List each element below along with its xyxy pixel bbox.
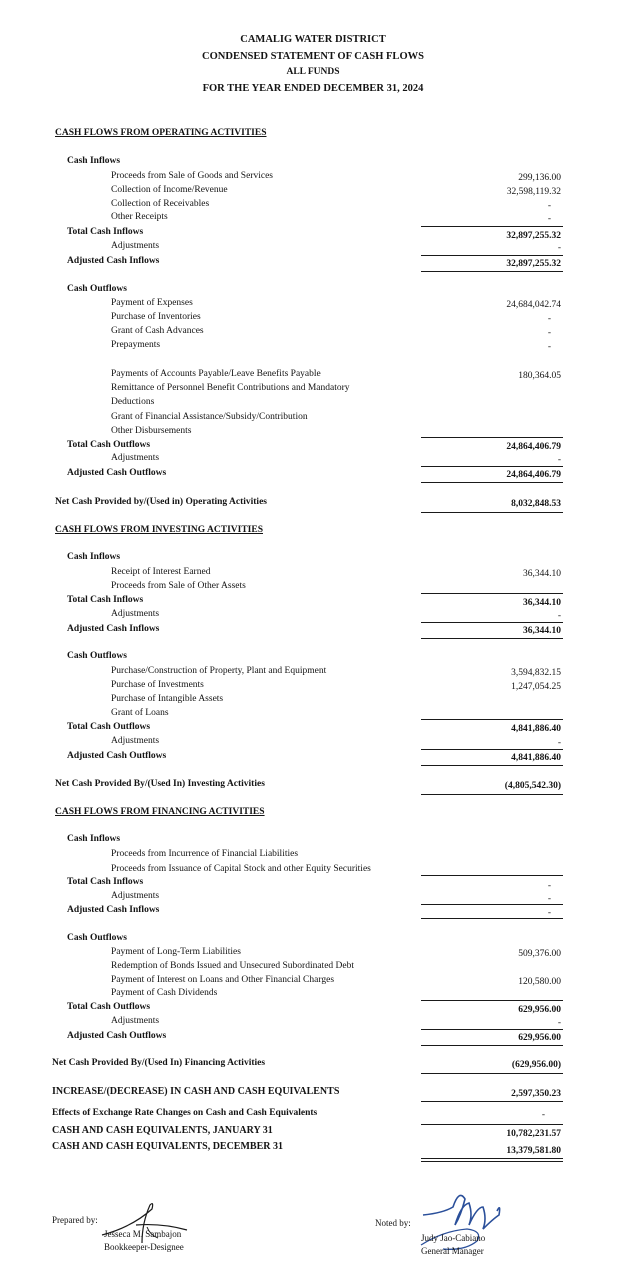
investing-heading: CASH FLOWS FROM INVESTING ACTIVITIES	[55, 525, 263, 535]
rule	[421, 638, 563, 639]
rule	[421, 1124, 563, 1125]
financing-inflow-adjustments-value: -	[547, 894, 551, 904]
collection-receivables-label: Collection of Receivables	[111, 199, 210, 209]
investing-outflow-adjustments-value: -	[557, 738, 561, 748]
investing-total-inflows-label: Total Cash Inflows	[67, 595, 144, 605]
increase-value: 2,597,350.23	[511, 1089, 561, 1099]
payments-ap-label: Payments of Accounts Payable/Leave Benefits Payable	[111, 369, 321, 379]
fx-effects-value: -	[541, 1110, 545, 1120]
rule	[421, 1101, 563, 1102]
proceeds-liabilities-label: Proceeds from Incurrence of Financial Liabilities	[111, 849, 299, 859]
fx-effects-label: Effects of Exchange Rate Changes on Cash and Cash Equivalents	[52, 1108, 318, 1118]
rule	[421, 749, 563, 750]
cash-january-label: CASH AND CASH EQUIVALENTS, JANUARY 31	[52, 1125, 273, 1136]
deductions-label: Deductions	[111, 397, 155, 407]
proceeds-other-assets-label: Proceeds from Sale of Other Assets	[111, 581, 246, 591]
purchase-investments-label: Purchase of Investments	[111, 680, 204, 690]
financing-net-label: Net Cash Provided By/(Used In) Financing Activities	[52, 1058, 266, 1068]
rule	[421, 904, 563, 905]
operating-net-label: Net Cash Provided by/(Used in) Operating Activities	[55, 497, 267, 507]
other-receipts-label: Other Receipts	[111, 212, 168, 222]
rule	[421, 593, 563, 594]
prepayments-label: Prepayments	[111, 340, 161, 350]
collection-income-value: 32,598,119.32	[506, 187, 561, 197]
period-label: FOR THE YEAR ENDED DECEMBER 31, 2024	[202, 83, 424, 94]
double-rule	[421, 1158, 563, 1162]
funds-label: ALL FUNDS	[286, 67, 340, 77]
noted-by-label: Noted by:	[375, 1218, 411, 1228]
noted-name: Judy Jao-Cabiano	[421, 1233, 486, 1243]
investing-inflows-label: Cash Inflows	[67, 552, 121, 562]
financing-adjusted-inflows-value: -	[547, 908, 551, 918]
financing-outflow-adjustments-value: -	[557, 1018, 561, 1028]
rule	[421, 794, 563, 795]
org-name: CAMALIG WATER DISTRICT	[240, 34, 386, 45]
statement-title: CONDENSED STATEMENT OF CASH FLOWS	[202, 51, 424, 62]
remittance-label: Remittance of Personnel Benefit Contributions and Mandatory	[111, 383, 350, 393]
investing-inflow-adjustments-value: -	[557, 611, 561, 621]
rule	[421, 918, 563, 919]
rule	[421, 1029, 563, 1030]
inflow-adjustments-value: -	[557, 243, 561, 253]
interest-earned-label: Receipt of Interest Earned	[111, 567, 211, 577]
grant-loans-label: Grant of Loans	[111, 708, 169, 718]
interest-loans-value: 120,580.00	[518, 977, 561, 987]
investing-total-inflows-value: 36,344.10	[523, 598, 561, 608]
rule	[421, 466, 563, 467]
total-outflows-value: 24,864,406.79	[506, 442, 561, 452]
other-disbursements-label: Other Disbursements	[111, 426, 192, 436]
financing-total-outflows-value: 629,956.00	[518, 1005, 561, 1015]
prepayments-value: -	[547, 342, 551, 352]
financing-heading: CASH FLOWS FROM FINANCING ACTIVITIES	[55, 807, 265, 817]
outflow-adjustments-label: Adjustments	[111, 453, 160, 463]
proceeds-capital-label: Proceeds from Issuance of Capital Stock and other Equity Securities	[111, 864, 371, 874]
financing-total-inflows-label: Total Cash Inflows	[67, 877, 144, 887]
financing-outflow-adjustments-label: Adjustments	[111, 1016, 160, 1026]
long-term-liabilities-label: Payment of Long-Term Liabilities	[111, 947, 241, 957]
ppe-value: 3,594,832.15	[511, 668, 561, 678]
adjusted-outflows-value: 24,864,406.79	[506, 470, 561, 480]
financing-inflows-label: Cash Inflows	[67, 834, 121, 844]
investing-adjusted-inflows-value: 36,344.10	[523, 626, 561, 636]
financing-total-inflows-value: -	[547, 881, 551, 891]
rule	[421, 512, 563, 513]
rule	[421, 1000, 563, 1001]
interest-earned-value: 36,344.10	[523, 569, 561, 579]
rule	[421, 1045, 563, 1046]
investing-outflows-label: Cash Outflows	[67, 651, 127, 661]
proceeds-goods-label: Proceeds from Sale of Goods and Services	[111, 171, 273, 181]
rule	[421, 765, 563, 766]
financing-adjusted-outflows-label: Adjusted Cash Outflows	[67, 1031, 167, 1041]
adjusted-inflows-label: Adjusted Cash Inflows	[67, 256, 160, 266]
financing-adjusted-inflows-label: Adjusted Cash Inflows	[67, 905, 160, 915]
total-inflows-value: 32,897,255.32	[506, 231, 561, 241]
collection-receivables-value: -	[547, 201, 551, 211]
financing-outflows-label: Cash Outflows	[67, 933, 127, 943]
investing-inflow-adjustments-label: Adjustments	[111, 609, 160, 619]
rule	[421, 437, 563, 438]
total-outflows-label: Total Cash Outflows	[67, 440, 151, 450]
investing-adjusted-inflows-label: Adjusted Cash Inflows	[67, 624, 160, 634]
redemption-bonds-label: Redemption of Bonds Issued and Unsecured Subordinated Debt	[111, 961, 354, 971]
investing-total-outflows-label: Total Cash Outflows	[67, 722, 151, 732]
rule	[421, 226, 563, 227]
inflow-adjustments-label: Adjustments	[111, 241, 160, 251]
prepared-by-label: Prepared by:	[52, 1215, 98, 1225]
proceeds-goods-value: 299,136.00	[518, 173, 561, 183]
investing-net-label: Net Cash Provided By/(Used In) Investing Activities	[55, 779, 265, 789]
rule	[421, 875, 563, 876]
financing-inflow-adjustments-label: Adjustments	[111, 891, 160, 901]
rule	[421, 622, 563, 623]
grant-advances-label: Grant of Cash Advances	[111, 326, 204, 336]
increase-label: INCREASE/(DECREASE) IN CASH AND CASH EQUIVALENTS	[52, 1086, 340, 1097]
financing-total-outflows-label: Total Cash Outflows	[67, 1002, 151, 1012]
purchase-inventories-label: Purchase of Inventories	[111, 312, 201, 322]
intangible-assets-label: Purchase of Intangible Assets	[111, 694, 224, 704]
financing-net-value: (629,956.00)	[511, 1060, 561, 1070]
investing-outflow-adjustments-label: Adjustments	[111, 736, 160, 746]
cash-january-value: 10,782,231.57	[506, 1129, 561, 1139]
rule	[421, 719, 563, 720]
operating-net-value: 8,032,848.53	[511, 499, 561, 509]
rule	[421, 1073, 563, 1074]
ppe-label: Purchase/Construction of Property, Plant and Equipment	[111, 666, 327, 676]
investing-adjusted-outflows-label: Adjusted Cash Outflows	[67, 751, 167, 761]
investing-adjusted-outflows-value: 4,841,886.40	[511, 753, 561, 763]
payment-expenses-label: Payment of Expenses	[111, 298, 193, 308]
interest-loans-label: Payment of Interest on Loans and Other Financial Charges	[111, 975, 335, 985]
purchase-inventories-value: -	[547, 314, 551, 324]
operating-heading: CASH FLOWS FROM OPERATING ACTIVITIES	[55, 128, 267, 138]
collection-income-label: Collection of Income/Revenue	[111, 185, 228, 195]
prepared-name: Jesseca M. Sambajon	[104, 1229, 182, 1239]
grant-advances-value: -	[547, 328, 551, 338]
cash-december-label: CASH AND CASH EQUIVALENTS, DECEMBER 31	[52, 1141, 283, 1152]
investing-total-outflows-value: 4,841,886.40	[511, 724, 561, 734]
adjusted-outflows-label: Adjusted Cash Outflows	[67, 468, 167, 478]
rule	[421, 271, 563, 272]
long-term-liabilities-value: 509,376.00	[518, 949, 561, 959]
payments-ap-value: 180,364.05	[518, 371, 561, 381]
operating-outflows-label: Cash Outflows	[67, 284, 127, 294]
outflow-adjustments-value: -	[557, 455, 561, 465]
payment-expenses-value: 24,684,042.74	[506, 300, 561, 310]
rule	[421, 255, 563, 256]
other-receipts-value: -	[547, 214, 551, 224]
total-inflows-label: Total Cash Inflows	[67, 227, 144, 237]
prepared-title: Bookkeeper-Designee	[104, 1242, 184, 1252]
rule	[421, 482, 563, 483]
investing-net-value: (4,805,542.30)	[504, 781, 561, 791]
purchase-investments-value: 1,247,054.25	[511, 682, 561, 692]
operating-inflows-label: Cash Inflows	[67, 156, 121, 166]
adjusted-inflows-value: 32,897,255.32	[506, 259, 561, 269]
financing-adjusted-outflows-value: 629,956.00	[518, 1033, 561, 1043]
grant-assistance-label: Grant of Financial Assistance/Subsidy/Contribution	[111, 412, 308, 422]
cash-dividends-label: Payment of Cash Dividends	[111, 988, 218, 998]
cash-december-value: 13,379,581.80	[506, 1146, 561, 1156]
noted-title: General Manager	[421, 1246, 484, 1256]
